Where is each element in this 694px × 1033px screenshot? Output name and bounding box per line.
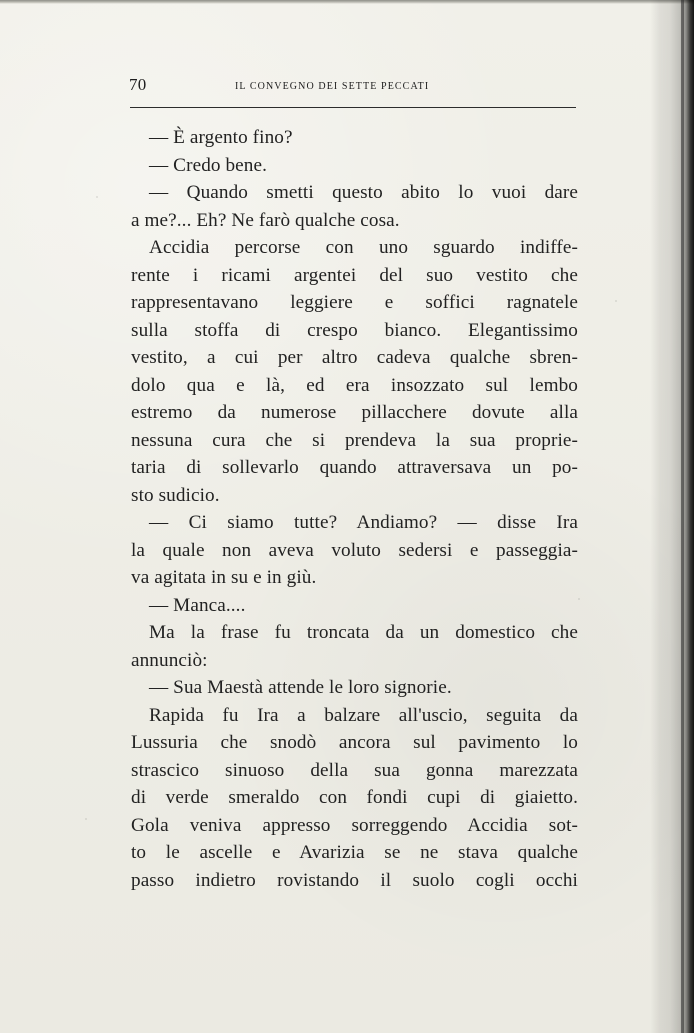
paper-speckle [96, 196, 98, 198]
text-line: a me?... Eh? Ne farò qualche cosa. [131, 209, 400, 231]
text-line: — Credo bene. [149, 154, 267, 176]
text-line: nessuna cura che si prendeva la sua proprie- [131, 429, 578, 451]
page-header [129, 75, 575, 109]
text-line: Rapida fu Ira a balzare all'uscio, seguita da [149, 704, 578, 726]
text-line: Lussuria che snodò ancora sul pavimento lo [131, 732, 578, 753]
page-binding-line [681, 0, 684, 1033]
text-line: — Manca.... [149, 594, 246, 616]
text-line: taria di sollevarlo quando attraversava un po- [131, 457, 578, 478]
text-line: sto sudicio. [131, 484, 220, 506]
text-line: passo indietro rovistando il suolo cogli occhi [131, 869, 578, 891]
body-text [131, 124, 578, 894]
paper-speckle [85, 818, 87, 820]
running-title: IL CONVEGNO DEI SETTE PECCATI [235, 81, 430, 92]
text-line: dolo qua e là, ed era insozzato sul lembo [131, 374, 578, 396]
text-line: rente i ricami argentei del suo vestito che [131, 264, 578, 286]
text-line: di verde smeraldo con fondi cupi di giaietto. [131, 787, 578, 808]
text-line: estremo da numerose pillacchere dovute alla [131, 402, 578, 423]
text-line: sulla stoffa di crespo bianco. Elegantissimo [131, 319, 578, 341]
paper-speckle [578, 598, 580, 600]
paper-speckle [615, 300, 617, 302]
text-line: to le ascelle e Avarizia se ne stava qualche [131, 842, 578, 863]
text-line: vestito, a cui per altro cadeva qualche sbren- [131, 347, 578, 368]
text-line: la quale non aveva voluto sedersi e passeggia- [131, 539, 578, 561]
right-page-edge [650, 0, 694, 1033]
header-rule [130, 107, 576, 108]
text-line: — Quando smetti questo abito lo vuoi dare [149, 182, 578, 203]
text-line: rappresentavano leggiere e soffici ragnatele [131, 292, 578, 313]
text-line: Gola veniva appresso sorreggendo Accidia sot- [131, 814, 578, 836]
text-line: va agitata in su e in giù. [131, 567, 317, 588]
page-number: 70 [129, 75, 147, 94]
text-line: — Sua Maestà attende le loro signorie. [149, 677, 452, 698]
text-line: Accidia percorse con uno sguardo indiffe- [149, 237, 578, 258]
text-line: strascico sinuoso della sua gonna marezzata [131, 759, 578, 781]
text-line: annunciò: [131, 649, 208, 671]
text-line: — Ci siamo tutte? Andiamo? — disse Ira [149, 512, 578, 533]
text-line: — È argento fino? [149, 127, 293, 148]
text-line: Ma la frase fu troncata da un domestico che [149, 622, 578, 643]
top-page-edge [0, 0, 694, 4]
